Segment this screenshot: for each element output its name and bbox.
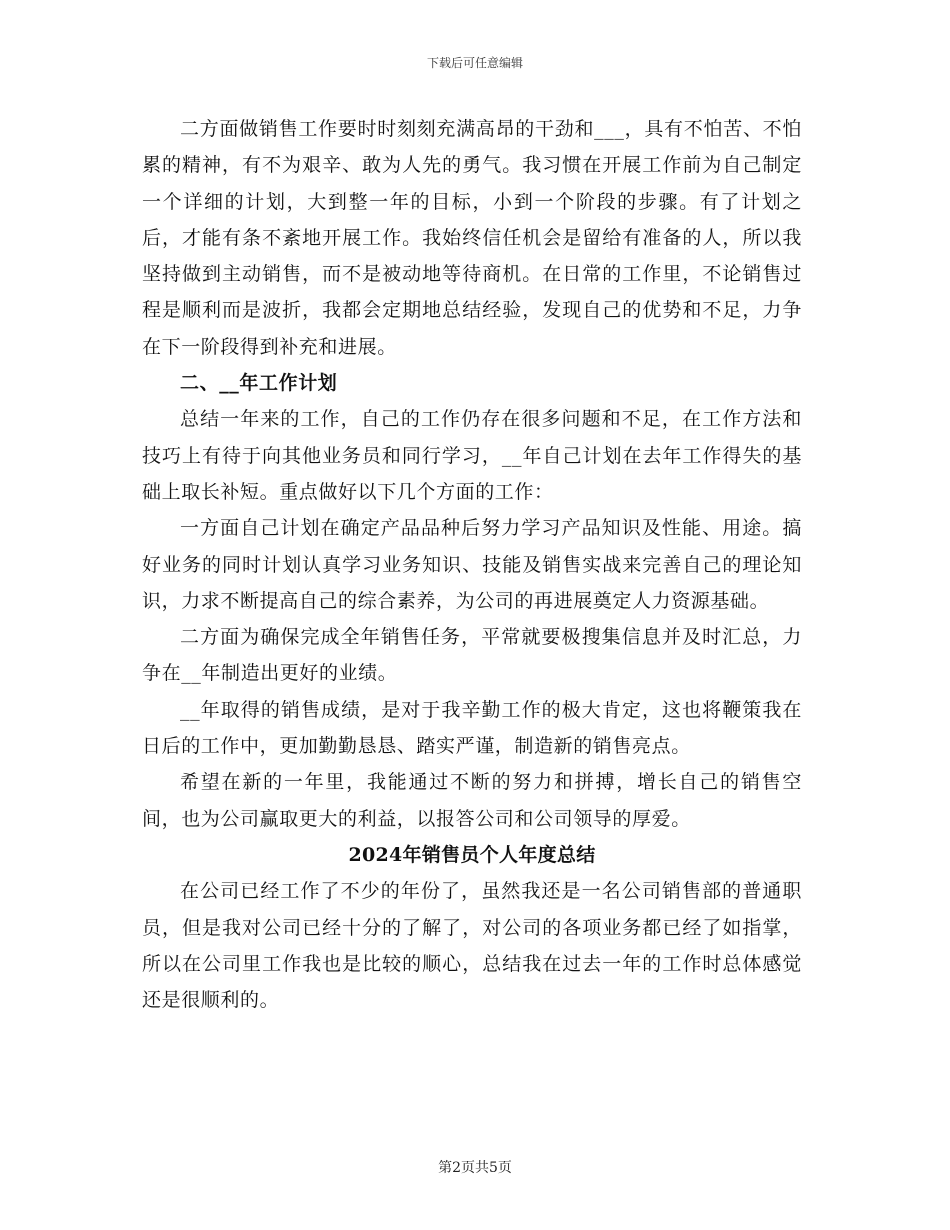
page-header: 下载后可任意编辑 — [426, 56, 523, 70]
paragraph-achievements: __年取得的销售成绩，是对于我辛勤工作的极大肯定，这也将鞭策我在日后的工作中，更加勤勤恳恳、踏实严谨，制造新的销售亮点。 — [142, 698, 802, 758]
paragraph-hope: 希望在新的一年里，我能通过不断的努力和拼搏，增长自己的销售空间，也为公司赢取更大的利益，以报答公司和公司领导的厚爱。 — [142, 771, 802, 830]
paragraph-plan-two: 二方面为确保完成全年销售任务，平常就要极搜集信息并及时汇总，力争在__年制造出更好的业绩。 — [142, 626, 802, 685]
page-footer: 第2页共5页 — [438, 1160, 512, 1176]
document-title: 2024年销售员个人年度总结 — [348, 843, 596, 866]
document-body — [142, 111, 802, 1018]
paragraph-sales-attitude: 二方面做销售工作要时时刻刻充满高昂的干劲和___，具有不怕苦、不怕累的精神，有不为艰辛、敢为人先的勇气。我习惯在开展工作前为自己制定一个详细的计划，大到整一年的目标，小到一个阶段的步骤。有了计划之后，才能有条不紊地开展工作。我始终信任机会是留给有准备的人，所以我坚持做到主动销售，而不是被动地等待商机。在日常的工作里，不论销售过程是顺利而是波折，我都会定期地总结经验，发现自己的优势和不足，力争在下一阶段得到补充和进展。 — [142, 118, 802, 358]
paragraph-plan-one: 一方面自己计划在确定产品品种后努力学习产品知识及性能、用途。搞好业务的同时计划认真学习业务知识、技能及销售实战来完善自己的理论知识，力求不断提高自己的综合素养，为公司的再进展奠定人力资源基础。 — [142, 517, 802, 612]
section-heading-work-plan: 二、__年工作计划 — [180, 372, 338, 395]
paragraph-year-summary: 总结一年来的工作，自己的工作仍存在很多问题和不足，在工作方法和技巧上有待于向其他业务员和同行学习，__年自己计划在去年工作得失的基础上取长补短。重点做好以下几个方面的工作： — [142, 408, 802, 503]
paragraph-intro: 在公司已经工作了不少的年份了，虽然我还是一名公司销售部的普通职员，但是我对公司已经十分的了解了，对公司的各项业务都已经了如指掌，所以在公司里工作我也是比较的顺心，总结我在过去一年的工作时总体感觉还是很顺利的。 — [142, 880, 802, 1012]
